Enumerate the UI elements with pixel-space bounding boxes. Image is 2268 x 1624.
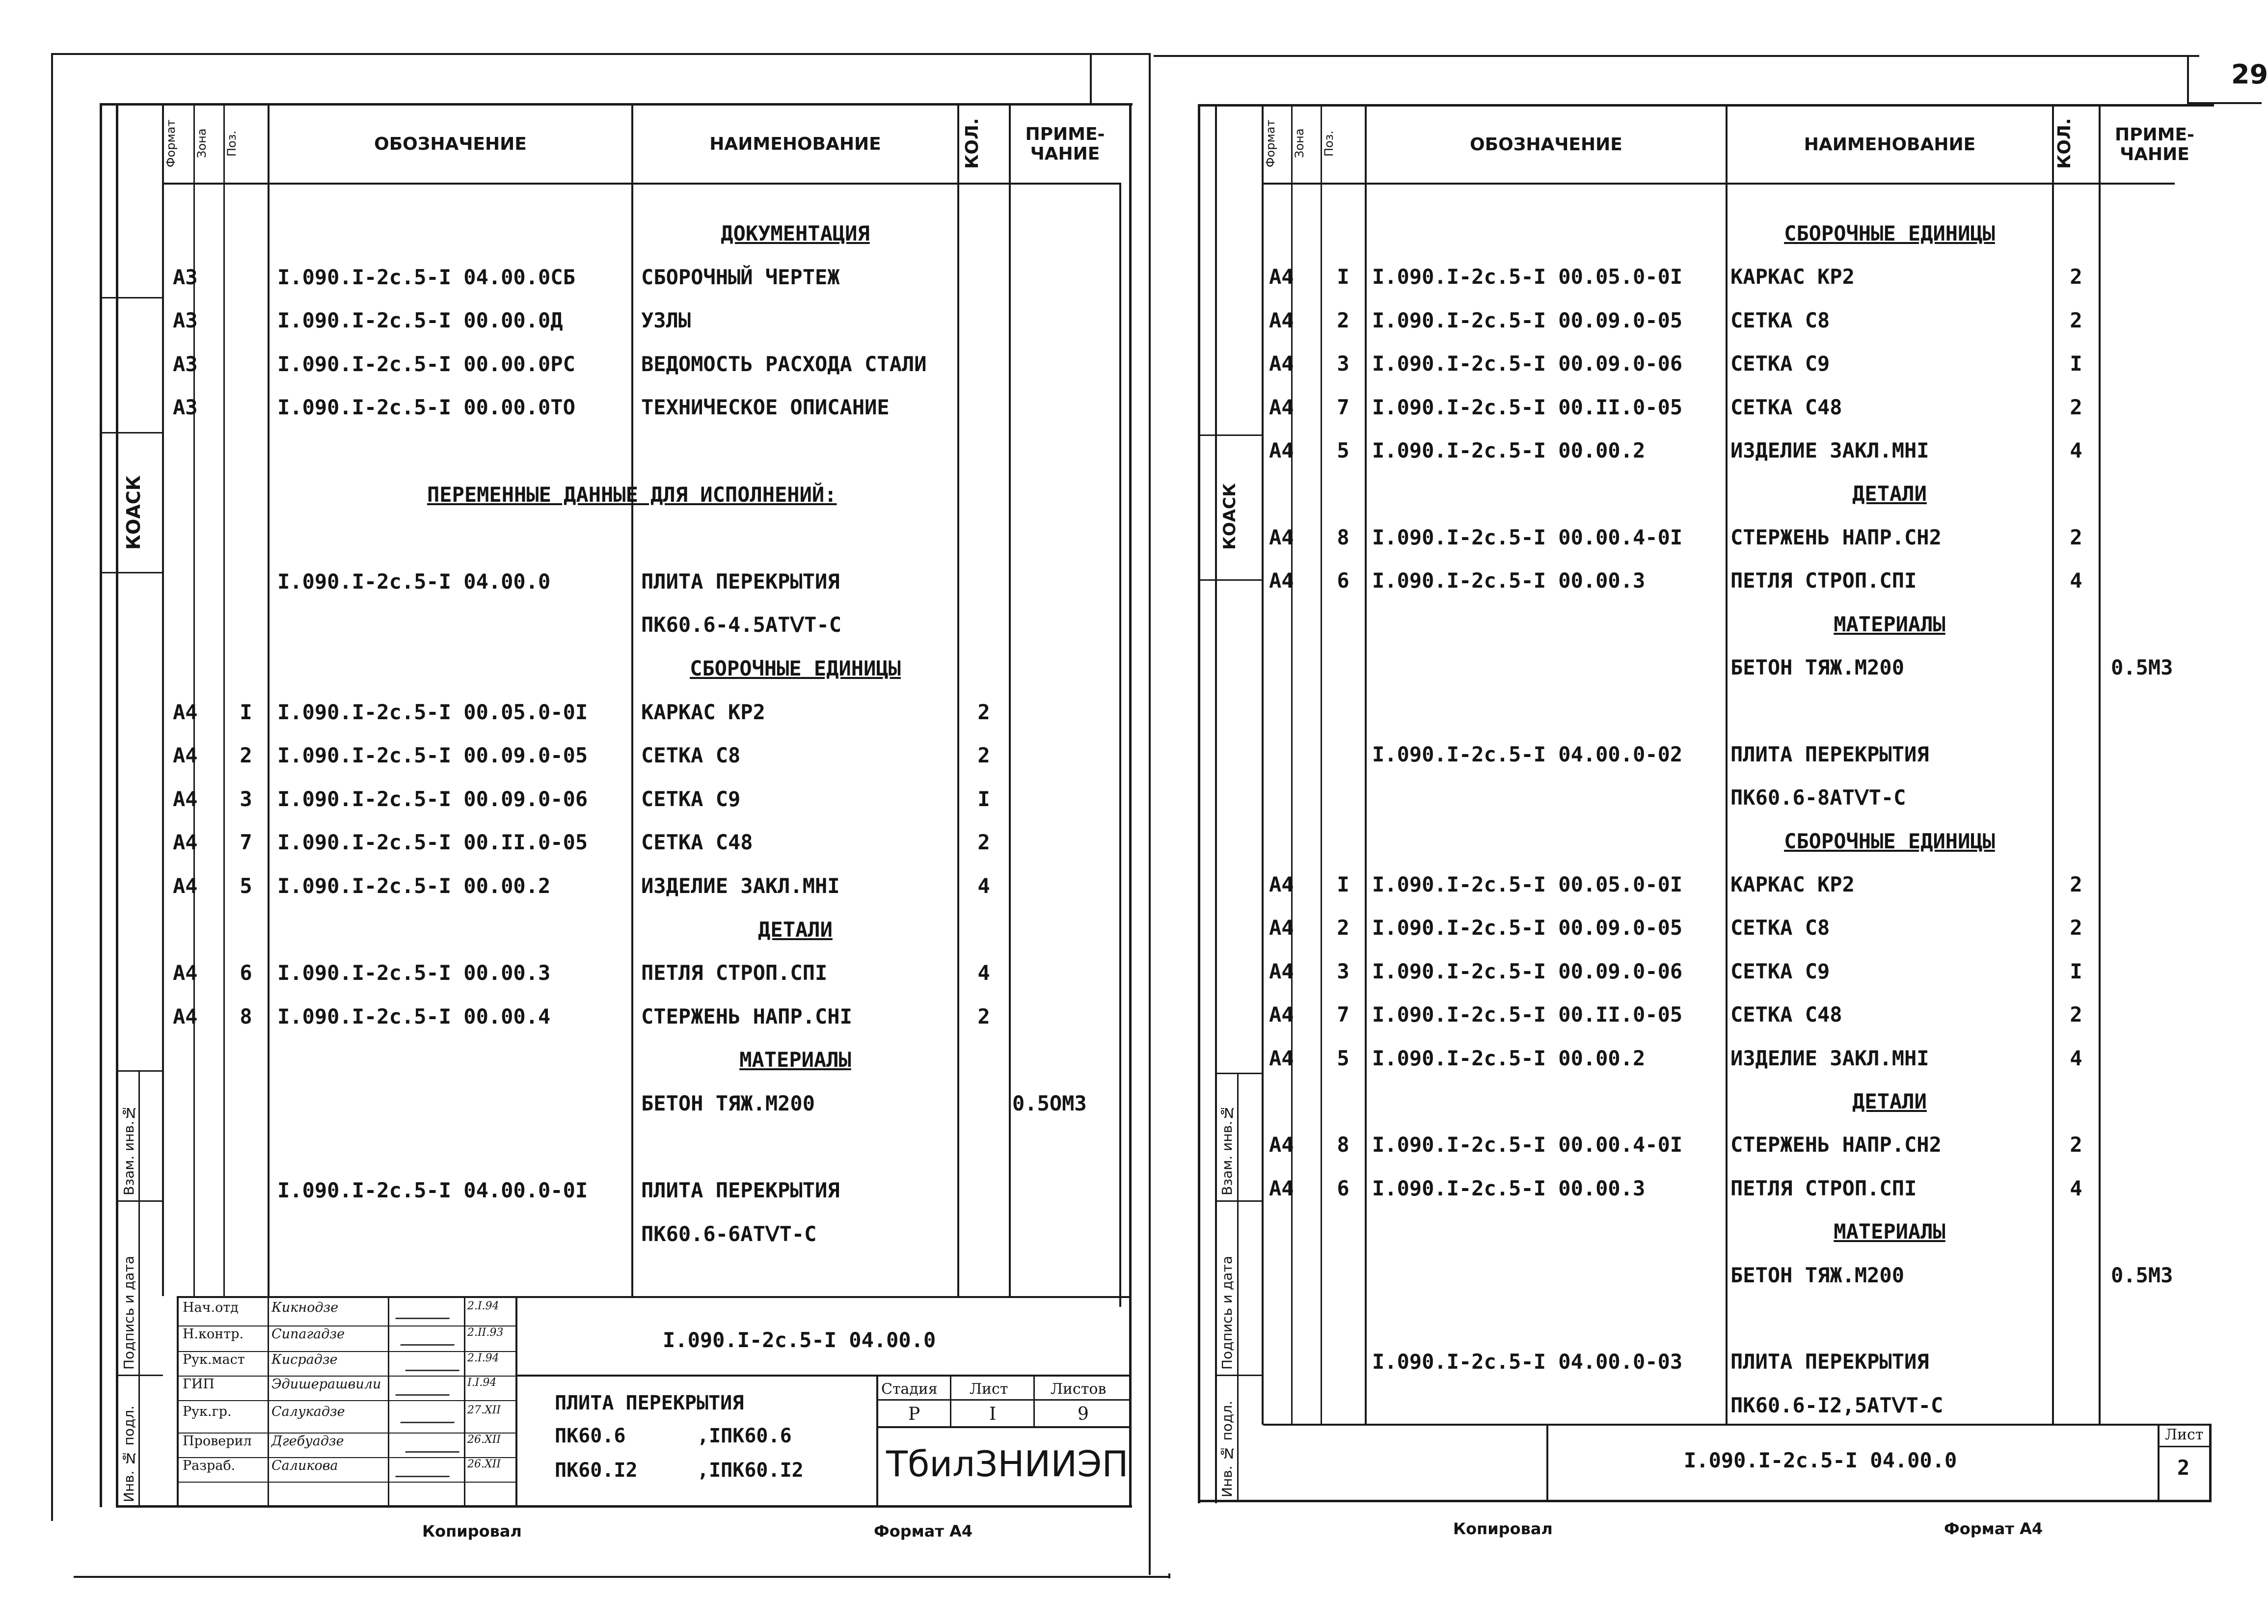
signature bbox=[405, 1439, 464, 1453]
row-format: А4 bbox=[1269, 525, 1294, 549]
row-quantity: I bbox=[2070, 352, 2082, 376]
role-label: Н.контр. bbox=[183, 1326, 244, 1342]
row-name: ПК60.6-I2,5АТⅤТ-С bbox=[1730, 1393, 1944, 1417]
row-name: СБОРОЧНЫЙ ЧЕРТЕЖ bbox=[641, 265, 840, 289]
row-designation: I.090.I-2с.5-I 00.II.0-05 bbox=[277, 830, 588, 855]
row-quantity: 2 bbox=[977, 743, 990, 768]
row-position: 8 bbox=[240, 1004, 252, 1029]
signature bbox=[400, 1332, 459, 1346]
stage-value: Р bbox=[908, 1404, 920, 1424]
page-corner-number: 29 bbox=[2231, 59, 2268, 90]
row-quantity: 2 bbox=[2070, 1002, 2082, 1027]
row-position: 7 bbox=[1337, 395, 1350, 419]
left-footer-format: Формат А4 bbox=[874, 1522, 973, 1541]
row-designation: I.090.I-2с.5-I 00.00.0ТО bbox=[277, 395, 575, 420]
row-designation: I.090.I-2с.5-I 00.09.0-05 bbox=[1372, 308, 1683, 332]
row-format: А4 bbox=[173, 786, 198, 811]
row-name: СЕТКА С8 bbox=[1730, 308, 1830, 332]
row-quantity: 4 bbox=[2070, 1046, 2082, 1070]
row-format: А4 bbox=[1269, 395, 1294, 419]
r-vzam-label: Взам. инв.№ bbox=[1219, 1104, 1235, 1195]
row-name: ИЗДЕЛИЕ ЗАКЛ.МНI bbox=[1730, 1046, 1929, 1070]
row-format: А4 bbox=[1269, 568, 1294, 593]
row-name: СТЕРЖЕНЬ НАПР.СНI bbox=[641, 1004, 852, 1029]
section-heading: СБОРОЧНЫЕ ЕДИНИЦЫ bbox=[690, 656, 901, 680]
row-quantity: 2 bbox=[2070, 525, 2082, 549]
row-position: 8 bbox=[1337, 1133, 1350, 1157]
row-position: I bbox=[240, 700, 252, 724]
person-name: Эдишерашвили bbox=[271, 1377, 381, 1392]
row-format: А4 bbox=[173, 743, 198, 768]
r-inv-label: Инв. № подл. bbox=[1219, 1400, 1235, 1497]
sheet-label: Лист bbox=[970, 1380, 1008, 1398]
sign-date: 27.XII bbox=[467, 1404, 501, 1416]
row-quantity: 4 bbox=[2070, 568, 2082, 593]
row-name: БЕТОН ТЯЖ.М200 bbox=[1730, 1263, 1905, 1287]
right-sheet-value: 2 bbox=[2177, 1456, 2190, 1480]
left-title-designation: I.090.I-2с.5-I 04.00.0 bbox=[663, 1328, 936, 1352]
row-designation: I.090.I-2с.5-I 00.00.2 bbox=[1372, 1046, 1646, 1070]
row-designation: I.090.I-2с.5-I 00.05.0-0I bbox=[1372, 265, 1683, 289]
row-designation: I.090.I-2с.5-I 00.05.0-0I bbox=[277, 700, 588, 724]
row-format: А4 bbox=[1269, 438, 1294, 462]
row-name: КАРКАС КР2 bbox=[1730, 872, 1855, 896]
row-position: 5 bbox=[240, 874, 252, 898]
row-name: СЕТКА С9 bbox=[1730, 352, 1830, 376]
row-designation: I.090.I-2с.5-I 00.00.4-0I bbox=[1372, 525, 1683, 549]
row-format: А4 bbox=[173, 1004, 198, 1029]
right-footer-copied: Копировал bbox=[1453, 1519, 1553, 1538]
col-format-header: Формат bbox=[164, 119, 178, 167]
row-quantity: 4 bbox=[2070, 438, 2082, 462]
row-format: А3 bbox=[173, 395, 198, 420]
person-name: Кикнодзе bbox=[271, 1300, 339, 1315]
r-col-qty-header: КОЛ. bbox=[2054, 118, 2075, 169]
row-quantity: I bbox=[977, 786, 990, 811]
row-format: А4 bbox=[1269, 959, 1294, 983]
row-quantity: 2 bbox=[2070, 308, 2082, 332]
signature bbox=[395, 1306, 454, 1319]
r-col-pos-header: Поз. bbox=[1322, 130, 1336, 157]
col-name-header: НАИМЕНОВАНИЕ bbox=[709, 134, 881, 154]
section-heading: ДЕТАЛИ bbox=[1852, 482, 1927, 506]
row-name: ВЕДОМОСТЬ РАСХОДА СТАЛИ bbox=[641, 352, 927, 376]
role-label: Разраб. bbox=[183, 1458, 236, 1473]
left-product-line1b: ,IПК60.6 bbox=[697, 1425, 792, 1447]
r-col-designation-header: ОБОЗНАЧЕНИЕ bbox=[1470, 134, 1622, 155]
row-position: 7 bbox=[1337, 1002, 1350, 1027]
col-qty-header: КОЛ. bbox=[962, 118, 982, 169]
row-name: ПЕТЛЯ СТРОП.СПI bbox=[1730, 568, 1917, 593]
sheet-value: I bbox=[989, 1404, 997, 1424]
sign-date: 2.I.94 bbox=[467, 1300, 499, 1312]
row-quantity: 2 bbox=[977, 830, 990, 855]
section-heading: ДЕТАЛИ bbox=[758, 917, 833, 942]
r-col-note-header: ПРИМЕ- ЧАНИЕ bbox=[2115, 124, 2194, 164]
signature bbox=[405, 1358, 464, 1371]
role-label: ГИП bbox=[183, 1377, 215, 1392]
row-position: 5 bbox=[1337, 1046, 1350, 1070]
koask-label: КОАСК bbox=[123, 475, 144, 550]
row-designation: I.090.I-2с.5-I 00.09.0-06 bbox=[1372, 352, 1683, 376]
left-product-line2b: ,IПК60.I2 bbox=[697, 1459, 804, 1482]
row-quantity: I bbox=[2070, 959, 2082, 983]
row-name: ТЕХНИЧЕСКОЕ ОПИСАНИЕ bbox=[641, 395, 890, 420]
row-designation: I.090.I-2с.5-I 04.00.0 bbox=[277, 569, 551, 594]
podpis-label: Подпись и дата bbox=[121, 1256, 137, 1370]
row-designation: I.090.I-2с.5-I 00.09.0-05 bbox=[1372, 916, 1683, 940]
row-position: 5 bbox=[1337, 438, 1350, 462]
r-col-name-header: НАИМЕНОВАНИЕ bbox=[1804, 134, 1976, 155]
row-quantity: 2 bbox=[2070, 265, 2082, 289]
r-koask-label: КОАСК bbox=[1220, 483, 1240, 550]
row-designation: I.090.I-2с.5-I 00.00.2 bbox=[1372, 438, 1646, 462]
row-format: А4 bbox=[173, 874, 198, 898]
col-zone-header: Зона bbox=[195, 128, 209, 159]
left-product-line2a: ПК60.I2 bbox=[555, 1459, 638, 1482]
vzam-label: Взам. инв.№ bbox=[121, 1104, 137, 1195]
signature bbox=[395, 1382, 454, 1396]
row-position: 7 bbox=[240, 830, 252, 855]
role-label: Рук.маст bbox=[183, 1352, 245, 1367]
sign-date: 2.I.94 bbox=[467, 1352, 499, 1364]
sign-date: I.I.94 bbox=[467, 1377, 497, 1389]
section-heading: СБОРОЧНЫЕ ЕДИНИЦЫ bbox=[1784, 221, 1995, 245]
row-format: А3 bbox=[173, 352, 198, 376]
row-format: А4 bbox=[1269, 1133, 1294, 1157]
row-note: 0.5ОМ3 bbox=[1012, 1091, 1087, 1115]
section-heading: МАТЕРИАЛЫ bbox=[1834, 1219, 1945, 1244]
row-name: СТЕРЖЕНЬ НАПР.СН2 bbox=[1730, 1133, 1942, 1157]
row-quantity: 2 bbox=[2070, 872, 2082, 896]
row-designation: I.090.I-2с.5-I 00.00.3 bbox=[1372, 568, 1646, 593]
row-position: I bbox=[1337, 872, 1350, 896]
left-product-title: ПЛИТА ПЕРЕКРЫТИЯ bbox=[555, 1392, 744, 1414]
row-format: А4 bbox=[1269, 916, 1294, 940]
row-name: ПК60.6-8АТⅤТ-С bbox=[1730, 785, 1906, 810]
row-name: СЕТКА С48 bbox=[641, 830, 753, 855]
row-format: А4 bbox=[1269, 352, 1294, 376]
row-name: ПЛИТА ПЕРЕКРЫТИЯ bbox=[641, 1178, 840, 1203]
right-sheet-label: Лист bbox=[2165, 1426, 2204, 1443]
section-heading: МАТЕРИАЛЫ bbox=[739, 1048, 851, 1072]
row-name: СЕТКА С48 bbox=[1730, 1002, 1842, 1027]
variant-heading: ПЕРЕМЕННЫЕ ДАННЫЕ ДЛЯ ИСПОЛНЕНИЙ: bbox=[427, 482, 837, 507]
row-format: А3 bbox=[173, 308, 198, 333]
section-heading: СБОРОЧНЫЕ ЕДИНИЦЫ bbox=[1784, 829, 1995, 853]
row-name: ИЗДЕЛИЕ ЗАКЛ.МНI bbox=[641, 874, 840, 898]
row-format: А4 bbox=[1269, 1046, 1294, 1070]
person-name: Саликова bbox=[271, 1458, 338, 1473]
sign-date: 26.XII bbox=[467, 1434, 501, 1446]
sheets-label: Листов bbox=[1051, 1380, 1107, 1398]
row-position: 2 bbox=[1337, 308, 1350, 332]
row-format: А4 bbox=[1269, 265, 1294, 289]
row-name: ПЛИТА ПЕРЕКРЫТИЯ bbox=[1730, 1350, 1929, 1374]
person-name: Сипагадзе bbox=[271, 1326, 345, 1342]
r-col-zone-header: Зона bbox=[1293, 128, 1306, 159]
row-designation: I.090.I-2с.5-I 00.II.0-05 bbox=[1372, 395, 1683, 419]
row-designation: I.090.I-2с.5-I 04.00.0-02 bbox=[1372, 742, 1683, 766]
row-format: А4 bbox=[173, 700, 198, 724]
row-name: ИЗДЕЛИЕ ЗАКЛ.МНI bbox=[1730, 438, 1929, 462]
person-name: Салукадзе bbox=[271, 1404, 345, 1419]
sheets-value: 9 bbox=[1078, 1404, 1089, 1424]
row-note: 0.5М3 bbox=[2111, 1263, 2173, 1287]
sign-date: 26.XII bbox=[467, 1458, 501, 1470]
row-name: УЗЛЫ bbox=[641, 308, 691, 333]
row-designation: I.090.I-2с.5-I 00.00.4-0I bbox=[1372, 1133, 1683, 1157]
row-position: 3 bbox=[240, 786, 252, 811]
row-quantity: 2 bbox=[2070, 395, 2082, 419]
inv-label: Инв. № подл. bbox=[121, 1405, 137, 1502]
row-designation: I.090.I-2с.5-I 04.00.0СБ bbox=[277, 265, 575, 289]
section-heading: ДЕТАЛИ bbox=[1852, 1089, 1927, 1113]
col-pos-header: Поз. bbox=[225, 130, 239, 157]
row-format: А4 bbox=[1269, 308, 1294, 332]
row-designation: I.090.I-2с.5-I 00.09.0-06 bbox=[277, 786, 588, 811]
row-position: 6 bbox=[240, 961, 252, 985]
row-position: I bbox=[1337, 265, 1350, 289]
row-quantity: 2 bbox=[2070, 916, 2082, 940]
row-format: А3 bbox=[173, 265, 198, 289]
r-podpis-label: Подпись и дата bbox=[1219, 1256, 1235, 1370]
col-designation-header: ОБОЗНАЧЕНИЕ bbox=[374, 134, 527, 154]
row-designation: I.090.I-2с.5-I 00.II.0-05 bbox=[1372, 1002, 1683, 1027]
row-quantity: 2 bbox=[2070, 1133, 2082, 1157]
row-designation: I.090.I-2с.5-I 04.00.0-03 bbox=[1372, 1350, 1683, 1374]
row-name: СЕТКА С9 bbox=[1730, 959, 1830, 983]
left-footer-copied: Копировал bbox=[422, 1522, 522, 1541]
row-name: БЕТОН ТЯЖ.М200 bbox=[1730, 655, 1905, 679]
sign-date: 2.II.93 bbox=[467, 1326, 504, 1339]
row-name: ПЛИТА ПЕРЕКРЫТИЯ bbox=[641, 569, 840, 594]
person-name: Кисрадзе bbox=[271, 1352, 338, 1367]
person-name: Дгебуадзе bbox=[271, 1434, 344, 1449]
row-format: А4 bbox=[1269, 1002, 1294, 1027]
right-footer-format: Формат А4 bbox=[1944, 1519, 2043, 1538]
row-name: БЕТОН ТЯЖ.М200 bbox=[641, 1091, 815, 1115]
row-designation: I.090.I-2с.5-I 00.05.0-0I bbox=[1372, 872, 1683, 896]
row-note: 0.5М3 bbox=[2111, 655, 2173, 679]
role-label: Нач.отд bbox=[183, 1300, 239, 1315]
right-title-designation: I.090.I-2с.5-I 04.00.0 bbox=[1684, 1448, 1957, 1472]
row-quantity: 2 bbox=[977, 1004, 990, 1029]
row-name: ПЕТЛЯ СТРОП.СПI bbox=[641, 961, 828, 985]
row-format: А4 bbox=[1269, 872, 1294, 896]
row-name: СЕТКА С48 bbox=[1730, 395, 1842, 419]
row-designation: I.090.I-2с.5-I 04.00.0-0I bbox=[277, 1178, 588, 1203]
row-designation: I.090.I-2с.5-I 00.09.0-06 bbox=[1372, 959, 1683, 983]
row-format: А4 bbox=[173, 830, 198, 855]
row-position: 8 bbox=[1337, 525, 1350, 549]
r-col-format-header: Формат bbox=[1264, 119, 1277, 167]
section-heading: ДОКУМЕНТАЦИЯ bbox=[721, 221, 870, 245]
row-designation: I.090.I-2с.5-I 00.00.3 bbox=[1372, 1176, 1646, 1200]
row-name: СЕТКА С8 bbox=[641, 743, 741, 768]
row-position: 6 bbox=[1337, 568, 1350, 593]
row-quantity: 4 bbox=[977, 874, 990, 898]
row-name: ПЕТЛЯ СТРОП.СПI bbox=[1730, 1176, 1917, 1200]
role-label: Рук.гр. bbox=[183, 1404, 232, 1419]
row-quantity: 4 bbox=[977, 961, 990, 985]
organization-name: ТбилЗНИИЭП bbox=[886, 1443, 1129, 1485]
row-name: СЕТКА С9 bbox=[641, 786, 741, 811]
left-product-line1a: ПК60.6 bbox=[555, 1425, 626, 1447]
row-name: КАРКАС КР2 bbox=[641, 700, 765, 724]
stage-label: Стадия bbox=[881, 1380, 938, 1398]
row-format: А4 bbox=[1269, 1176, 1294, 1200]
row-position: 2 bbox=[240, 743, 252, 768]
row-name: ПК60.6-4.5АТⅤТ-С bbox=[641, 613, 842, 637]
col-note-header: ПРИМЕ- ЧАНИЕ bbox=[1025, 124, 1105, 164]
row-name: ПК60.6-6АТⅤТ-С bbox=[641, 1221, 817, 1246]
section-heading: МАТЕРИАЛЫ bbox=[1834, 612, 1945, 636]
row-quantity: 2 bbox=[977, 700, 990, 724]
row-quantity: 4 bbox=[2070, 1176, 2082, 1200]
row-designation: I.090.I-2с.5-I 00.00.4 bbox=[277, 1004, 551, 1029]
signature bbox=[395, 1464, 454, 1477]
row-position: 3 bbox=[1337, 959, 1350, 983]
row-name: ПЛИТА ПЕРЕКРЫТИЯ bbox=[1730, 742, 1929, 766]
row-designation: I.090.I-2с.5-I 00.00.0РС bbox=[277, 352, 575, 376]
row-format: А4 bbox=[173, 961, 198, 985]
row-designation: I.090.I-2с.5-I 00.00.3 bbox=[277, 961, 551, 985]
row-position: 6 bbox=[1337, 1176, 1350, 1200]
role-label: Проверил bbox=[183, 1434, 252, 1449]
row-name: СТЕРЖЕНЬ НАПР.СН2 bbox=[1730, 525, 1942, 549]
row-position: 2 bbox=[1337, 916, 1350, 940]
row-designation: I.090.I-2с.5-I 00.00.2 bbox=[277, 874, 551, 898]
row-designation: I.090.I-2с.5-I 00.09.0-05 bbox=[277, 743, 588, 768]
row-designation: I.090.I-2с.5-I 00.00.0Д bbox=[277, 308, 563, 333]
row-name: КАРКАС КР2 bbox=[1730, 265, 1855, 289]
signature bbox=[400, 1410, 459, 1423]
row-position: 3 bbox=[1337, 352, 1350, 376]
row-name: СЕТКА С8 bbox=[1730, 916, 1830, 940]
